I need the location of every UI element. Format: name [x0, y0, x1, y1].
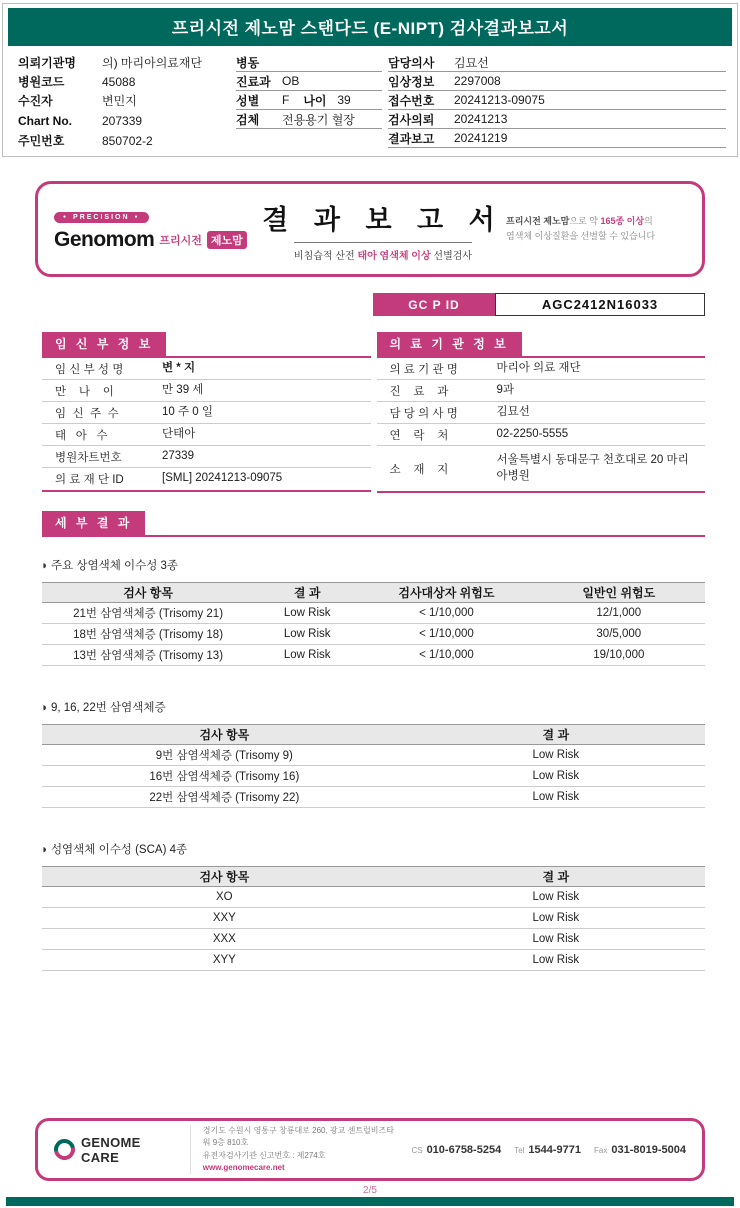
genomecare-logo-text: GENOME CARE [81, 1134, 141, 1165]
table-row [42, 380, 371, 402]
field-row-resident-no [18, 131, 236, 150]
patient-header-col2 [236, 53, 382, 150]
bottom-accent-bar [6, 1197, 734, 1206]
test-item: XYY [212, 954, 236, 966]
logo-sub-text: 프리시전 [159, 235, 202, 247]
test-result: Low Risk [532, 891, 580, 903]
row-value: 마리아 의료 재단 [496, 361, 581, 374]
test-result: Low Risk [283, 649, 331, 661]
field-label: 주민번호 [18, 134, 65, 148]
fax-contact [594, 1144, 686, 1156]
info-tables [42, 332, 705, 493]
footer-address [190, 1125, 398, 1175]
field-value: 850702-2 [102, 133, 153, 148]
website-url: www.genomecare.net [202, 1162, 285, 1172]
report-title-block [260, 194, 506, 264]
table-row [42, 424, 371, 446]
section1-title [40, 557, 705, 573]
field-value: 20241213-09075 [454, 93, 545, 107]
row-value: 단태아 [162, 427, 196, 440]
test-result: Low Risk [532, 933, 580, 945]
contact-value: 031-8019-5004 [611, 1143, 686, 1156]
gcpid-label: GC P ID [373, 293, 495, 316]
patient-header-col3 [388, 53, 726, 150]
test-item: XXX [212, 933, 236, 945]
test-result: Low Risk [283, 628, 331, 640]
tagline-text: 으로 약 [569, 215, 601, 226]
logo-wordmark: Genomom [54, 228, 155, 251]
field-row-report-date [388, 129, 726, 148]
table-row [377, 402, 706, 424]
test-item: XXY [212, 912, 236, 924]
genomom-logo [54, 206, 260, 252]
field-row-hospital-code [18, 72, 236, 91]
subtitle-text: 비침습적 산전 [293, 251, 358, 262]
table-row [42, 402, 371, 424]
test-result: Low Risk [532, 770, 580, 782]
row-value: 9과 [496, 383, 515, 396]
section2-title [40, 699, 705, 715]
field-value: 39 [337, 93, 351, 107]
test-item: 18번 삼염색체증 (Trisomy 18) [73, 629, 224, 641]
genomecare-logo [54, 1135, 176, 1165]
contact-value: 010-6758-5254 [426, 1143, 502, 1156]
document-title: 프리시전 제노맘 스탠다드 (E-NIPT) 검사결과보고서 [171, 19, 569, 38]
maternal-info-header: 임 신 부 정 보 [42, 332, 166, 356]
general-risk: 12/1,000 [596, 607, 642, 619]
test-result: Low Risk [532, 791, 580, 803]
section3-title [40, 841, 705, 857]
row-label: 연 락 처 [389, 429, 449, 442]
field-value: 전용용기 혈장 [282, 112, 355, 127]
test-item: 16번 삼염색체증 (Trisomy 16) [149, 771, 300, 783]
row-label: 담 당 의 사 명 [389, 407, 458, 420]
row-label: 소 재 지 [389, 463, 449, 476]
field-value: 207339 [102, 113, 143, 128]
table-row [42, 766, 705, 787]
subject-risk: < 1/10,000 [419, 628, 474, 640]
subject-risk: < 1/10,000 [419, 649, 474, 661]
field-label: Chart No. [18, 113, 72, 128]
field-label: 병원코드 [18, 75, 65, 89]
field-value: 20241213 [454, 112, 508, 126]
row-label: 병원차트번호 [55, 451, 122, 464]
field-label: 진료과 [236, 74, 271, 89]
institution-info-table [377, 332, 706, 493]
table-row [42, 929, 705, 950]
cs-contact [411, 1144, 501, 1156]
maternal-info-table [42, 332, 371, 493]
table-row [42, 446, 371, 468]
field-label: 병동 [236, 55, 260, 70]
tel-contact [514, 1144, 581, 1156]
half-circle-icon: ◑ [40, 560, 47, 572]
section-title-text: 9, 16, 22번 삼염색체증 [50, 702, 166, 714]
field-label: 의뢰기관명 [18, 56, 76, 70]
field-label: 검사의뢰 [388, 112, 435, 127]
table-row [42, 787, 705, 808]
col-header: 결 과 [542, 870, 570, 884]
contact-label: Fax [594, 1145, 608, 1155]
field-row-sex-age [236, 91, 382, 110]
half-circle-icon: ◑ [40, 844, 47, 856]
contact-label: Tel [514, 1145, 525, 1155]
test-result: Low Risk [532, 954, 580, 966]
report-brand-box [35, 181, 705, 277]
test-result: Low Risk [532, 749, 580, 761]
field-label: 임상정보 [388, 74, 435, 89]
col-header: 결 과 [293, 586, 321, 600]
section-title-text: 주요 상염색체 이수성 3종 [50, 560, 179, 572]
field-label: 검체 [236, 112, 260, 127]
table-row [42, 624, 705, 645]
general-risk: 30/5,000 [596, 628, 642, 640]
contact-value: 1544-9771 [528, 1143, 582, 1156]
sca-table [42, 866, 705, 971]
report-subtitle [294, 242, 472, 262]
field-row-specimen [236, 110, 382, 129]
test-result: Low Risk [283, 607, 331, 619]
row-label: 임 신 부 성 명 [55, 363, 124, 376]
genomecare-logo-icon [50, 1135, 79, 1164]
field-value: OB [282, 74, 300, 88]
table-row [377, 446, 706, 491]
table-row [42, 887, 705, 908]
col-header: 결 과 [542, 728, 570, 742]
report-title: 결 과 보 고 서 [262, 205, 504, 235]
section-title-text: 성염색체 이수성 (SCA) 4종 [50, 844, 188, 856]
table-header-row [42, 866, 705, 887]
emr-header-block [2, 3, 738, 157]
table-row [42, 468, 371, 490]
test-item: 21번 삼염색체증 (Trisomy 21) [73, 608, 224, 620]
precision-badge: ● PRECISION ● [54, 212, 149, 223]
brand-tagline [506, 214, 686, 245]
gcpid-row [0, 293, 705, 316]
field-label: 성별 [236, 93, 260, 108]
row-value: 김묘선 [496, 405, 530, 418]
row-value: 서울특별시 동대문구 천호대로 20 마리아병원 [496, 453, 689, 482]
tagline-bold: 프리시전 제노맘 [506, 215, 570, 226]
field-row-clinical-info [388, 72, 726, 91]
gcpid-value: AGC2412N16033 [495, 293, 705, 316]
field-value: 김묘선 [454, 55, 489, 70]
col-header: 검사대상자 위험도 [398, 586, 495, 600]
row-label: 임 신 주 수 [55, 407, 119, 420]
table-row [377, 358, 706, 380]
test-result: Low Risk [532, 912, 580, 924]
row-label: 만 나 이 [55, 385, 114, 398]
row-label: 태 아 수 [55, 429, 108, 442]
half-circle-icon: ◑ [40, 702, 47, 714]
row-value: 02-2250-5555 [496, 427, 569, 440]
field-row-department [236, 72, 382, 91]
tagline-highlight: 165종 이상 [600, 215, 645, 226]
table-row [42, 645, 705, 666]
field-label: 결과보고 [388, 131, 435, 146]
table-header-row [42, 724, 705, 745]
tagline-text: 의 [644, 215, 653, 226]
table-row [42, 950, 705, 971]
table-row [42, 603, 705, 624]
col-header: 검사 항목 [199, 870, 250, 884]
field-value: 변민지 [102, 94, 137, 108]
row-label: 의 료 재 단 ID [55, 474, 124, 486]
table-row [42, 908, 705, 929]
field-label: 수진자 [18, 94, 53, 108]
row-value: 27339 [162, 449, 194, 462]
row-label: 진 료 과 [389, 385, 449, 398]
col-header: 검사 항목 [123, 586, 173, 600]
detail-results-tab: 세 부 결 과 [42, 511, 145, 535]
field-label: 접수번호 [388, 93, 435, 108]
test-item: 13번 삼염색체증 (Trisomy 13) [73, 650, 224, 662]
row-value: 10 주 0 일 [162, 405, 213, 418]
field-row-requesting-org [18, 53, 236, 72]
row-value: [SML] 20241213-09075 [162, 472, 283, 485]
field-label: 나이 [303, 93, 327, 108]
field-value: 45088 [102, 74, 136, 89]
institution-info-header: 의 료 기 관 정 보 [377, 332, 522, 356]
row-label: 의 료 기 관 명 [389, 363, 458, 376]
table-row [42, 745, 705, 766]
field-row-chart-no [18, 110, 236, 131]
other-trisomy-table [42, 724, 705, 808]
main-trisomy-table [42, 582, 705, 666]
footer-contacts [411, 1144, 686, 1156]
row-value: 변 * 지 [162, 361, 196, 374]
field-value: 20241219 [454, 131, 508, 145]
col-header: 일반인 위험도 [582, 586, 656, 600]
field-row-ward [236, 53, 382, 72]
general-risk: 19/10,000 [593, 649, 645, 661]
table-header-row [42, 582, 705, 603]
patient-header-col1 [18, 53, 236, 150]
field-value: 의) 마리아의료재단 [102, 56, 203, 70]
patient-header [8, 46, 732, 156]
page-number: 2/5 [363, 1185, 377, 1196]
table-row [42, 358, 371, 380]
test-item: 22번 삼염색체증 (Trisomy 22) [149, 792, 300, 804]
document-title-bar [8, 8, 732, 46]
contact-label: CS [411, 1145, 423, 1155]
test-item: 9번 삼염색체증 (Trisomy 9) [155, 750, 293, 762]
detail-results-header [42, 511, 705, 537]
footer-box [35, 1118, 705, 1181]
logo-sub-badge: 제노맘 [207, 231, 247, 249]
field-row-doctor [388, 53, 726, 72]
field-row-receipt-no [388, 91, 726, 110]
subtitle-text: 선별검사 [430, 251, 473, 262]
row-value: 만 39 세 [162, 383, 204, 396]
subtitle-highlight: 태아 염색체 이상 [357, 251, 431, 262]
field-value: 2297008 [454, 74, 501, 88]
address-line1: 경기도 수원시 영통구 창룡대로 260, 광교 센트럴비즈타워 9층 810호 [202, 1125, 394, 1148]
field-value: F [282, 93, 290, 107]
field-label: 담당의사 [388, 55, 435, 70]
field-row-patient-name [18, 91, 236, 110]
field-row-order-date [388, 110, 726, 129]
table-row [377, 424, 706, 446]
subject-risk: < 1/10,000 [419, 607, 474, 619]
tagline-text: 염색체 이상질환을 선별할 수 있습니다 [506, 231, 656, 241]
table-row [377, 380, 706, 402]
test-item: XO [216, 891, 233, 903]
address-line2: 유전자검사기관 신고번호 : 제274호 [202, 1150, 326, 1160]
col-header: 검사 항목 [199, 728, 250, 742]
